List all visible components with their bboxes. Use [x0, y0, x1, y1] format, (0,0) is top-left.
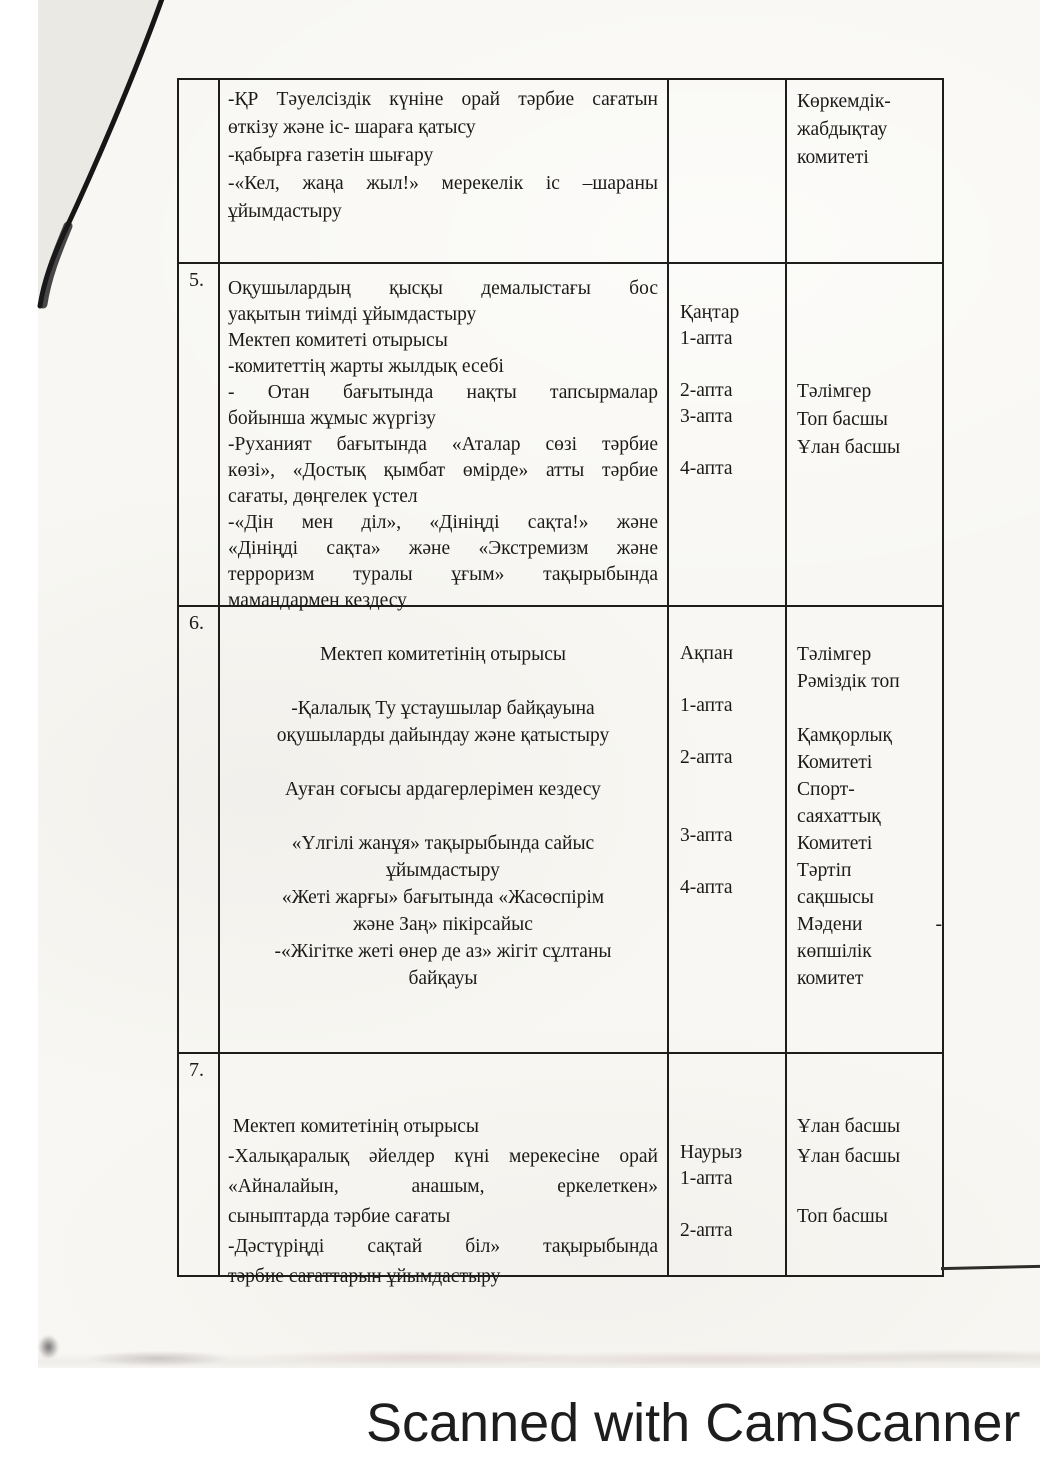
- camscanner-watermark: Scanned with CamScanner: [366, 1393, 1021, 1453]
- cell-r3-activities: Мектеп комитетінің отырысы -Қалалық Ту ұстаушылар байқауына оқушыларды дайындау және қатыстыру Ауған соғысы ардагерлерімен кездесу «Үлгілі жанұя» тақырыбында сайыс ұйымдастыру «Жеті жарғы» бағытында «Жасөспірім және Заң» пікірсайыс -«Жігітке жеті өнер де аз» жігіт сұлтаны байқауы: [220, 607, 669, 1054]
- scan-smudge: [38, 1330, 68, 1364]
- cell-r1-activities: -ҚР Тәуелсіздік күніне орай тәрбие сағатын өткізу және іс- шараға қатысу -қабырға газетін шығару -«Кел, жаңа жыл!» мерекелік іс –шараны ұйымдастыру: [220, 80, 669, 264]
- cell-r4-activities: Мектеп комитетінің отырысы -Халықаралық әйелдер күні мерекесіне орай «Айналайын, анашым, еркелеткен» сыныптарда тәрбие сағаты -Дәстүріңді сақтай біл» тақырыбында тәрбие сағаттарын ұйымдастыру: [220, 1054, 669, 1275]
- scanned-page: [38, 0, 1040, 1368]
- cell-r4-time: Наурыз 1-апта 2-апта: [669, 1054, 787, 1275]
- cell-r1-number: [179, 80, 220, 264]
- scan-bottom-shadow: [38, 1344, 1040, 1368]
- cell-r2-time: Қаңтар 1-апта 2-апта 3-апта 4-апта: [669, 264, 787, 607]
- cell-r4-responsible: Ұлан басшы Ұлан басшы Топ басшы: [797, 1116, 901, 1227]
- cell-r1-responsible: Көркемдік- жабдықтау комитеті: [787, 80, 942, 264]
- work-plan-table: [177, 78, 944, 1287]
- cell-r3-time: Ақпан 1-апта 2-апта 3-апта 4-апта: [669, 607, 787, 1054]
- cell-r2-number: 5.: [179, 264, 220, 607]
- cell-r1-time: [669, 80, 787, 264]
- scan-line-artifact: [941, 1265, 1040, 1270]
- cell-r4-number: 7.: [179, 1054, 220, 1275]
- cell-r3-number: 6.: [179, 607, 220, 1054]
- scan-corner-artifact: [38, 0, 188, 315]
- cell-r2-activities: Оқушылардың қысқы демалыстағы бос уақытын тиімді ұйымдастыру Мектеп комитеті отырысы -комитеттің жарты жылдық есебі - Отан бағытында нақты тапсырмалар бойынша жұмыс жүргізу -Руханият бағытында «Аталар сөзі тәрбие көзі», «Достық қымбат өмірде» атты тәрбие сағаты, дөңгелек үстел -«Дін мен діл», «Дініңді сақта!» және «Дініңді сақта» және «Экстремизм және терроризм туралы ұғым» тақырыбында мамандармен кездесу: [220, 264, 669, 607]
- cell-r2-responsible: Тәлімгер Топ басшы Ұлан басшы: [787, 264, 942, 607]
- cell-r3-responsible: Тәлімгер Рәміздік топ Қамқорлық Комитеті Спорт- саяхаттық Комитеті Тәртіп сақшысы Мәдени - көпшілік комитет: [787, 607, 942, 1054]
